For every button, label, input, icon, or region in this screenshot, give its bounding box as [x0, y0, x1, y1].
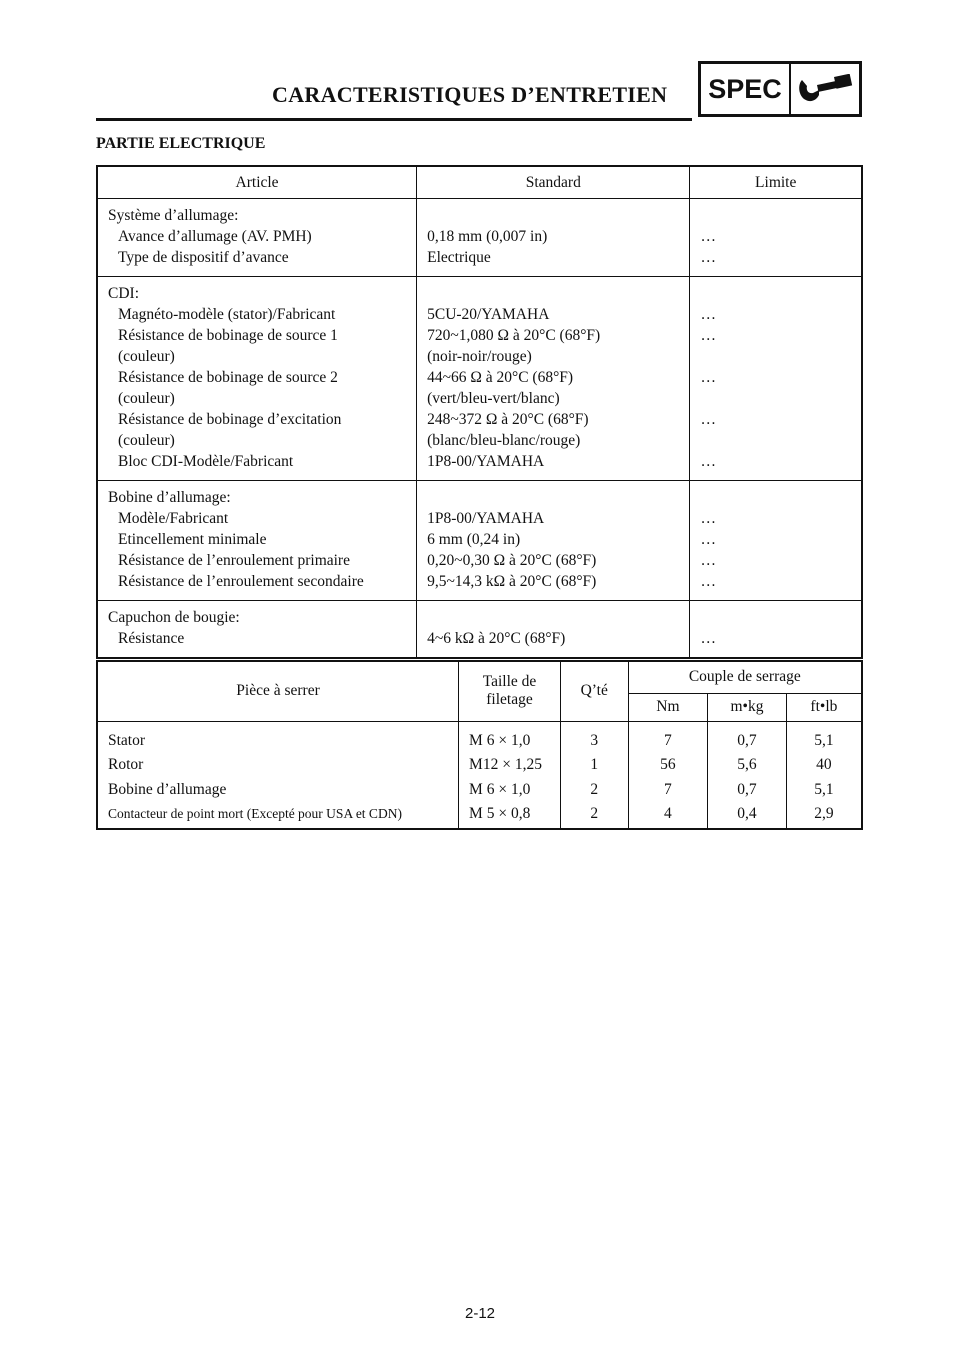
table-row [97, 721, 862, 753]
nm-cell: 7 [628, 778, 708, 803]
ftlb-cell: 2,9 [786, 802, 862, 829]
spec-table [96, 165, 863, 659]
spec-group [97, 481, 862, 601]
spec-group [97, 601, 862, 659]
page-number: 2-12 [464, 1305, 496, 1322]
thread-cell: M12 × 1,25 [459, 753, 561, 778]
header-thread [459, 661, 561, 721]
spec-group [97, 277, 862, 481]
limit-value [700, 346, 861, 367]
article-label: Bloc CDI-Modèle/Fabricant [118, 453, 294, 470]
page-title: CARACTERISTIQUES D’ENTRETIEN [272, 82, 668, 107]
standard-cell [417, 277, 690, 481]
article-cell [97, 277, 417, 481]
article-label: (couleur) [118, 348, 175, 365]
group-title: CDI: [108, 285, 139, 302]
standard-value: 44~66 Ω à 20°C (68°F) [427, 369, 574, 386]
standard-value: 1P8-00/YAMAHA [427, 453, 545, 470]
standard-value: Electrique [427, 249, 491, 266]
limit-value: … [700, 327, 716, 344]
header-standard: Standard [417, 166, 690, 199]
header-limit: Limite [690, 166, 862, 199]
thread-cell: M 6 × 1,0 [459, 721, 561, 753]
spec-badge-label: SPEC [701, 64, 791, 114]
standard-value: (vert/bleu-vert/blanc) [427, 390, 560, 407]
article-label: Résistance de bobinage de source 2 [118, 369, 338, 386]
standard-value: 9,5~14,3 kΩ à 20°C (68°F) [427, 573, 597, 590]
limit-value [700, 430, 861, 451]
standard-value: 6 mm (0,24 in) [427, 531, 521, 548]
article-cell [97, 601, 417, 659]
mkg-cell: 0,7 [708, 778, 787, 803]
qty-cell: 2 [560, 802, 628, 829]
article-label: (couleur) [118, 432, 175, 449]
standard-cell [417, 199, 690, 277]
section-title: PARTIE ELECTRIQUE [96, 135, 266, 152]
limit-cell [690, 199, 862, 277]
torque-header-row [97, 661, 862, 693]
wrench-icon [791, 64, 859, 114]
part-cell: Rotor [97, 753, 459, 778]
thread-cell: M 6 × 1,0 [459, 778, 561, 803]
qty-cell: 1 [560, 753, 628, 778]
standard-value: 0,18 mm (0,007 in) [427, 228, 548, 245]
header-qty: Q’té [560, 661, 628, 721]
article-label: Résistance de l’enroulement secondaire [118, 573, 364, 590]
limit-value: … [700, 306, 716, 323]
header-part: Pièce à serrer [97, 661, 459, 721]
ftlb-cell: 40 [786, 753, 862, 778]
qty-cell: 2 [560, 778, 628, 803]
header-ftlb: ft•lb [786, 693, 862, 721]
limit-value: … [700, 552, 716, 569]
limit-cell [690, 277, 862, 481]
standard-value: 4~6 kΩ à 20°C (68°F) [427, 630, 566, 647]
limit-value: … [700, 249, 716, 266]
limit-value: … [700, 531, 716, 548]
limit-value: … [700, 228, 716, 245]
standard-value: (blanc/bleu-blanc/rouge) [427, 432, 581, 449]
article-label: Modèle/Fabricant [118, 510, 229, 527]
limit-value: … [700, 573, 716, 590]
article-label: Magnéto-modèle (stator)/Fabricant [118, 306, 336, 323]
part-cell: Bobine d’allumage [97, 778, 459, 803]
article-label: Résistance de bobinage d’excitation [118, 411, 342, 428]
group-title: Bobine d’allumage: [108, 489, 231, 506]
qty-cell: 3 [560, 721, 628, 753]
ftlb-cell: 5,1 [786, 721, 862, 753]
table-row [97, 753, 862, 778]
standard-value: 1P8-00/YAMAHA [427, 510, 545, 527]
nm-cell: 7 [628, 721, 708, 753]
part-cell: Contacteur de point mort (Excepté pour USA et CDN) [97, 802, 459, 829]
standard-value: 5CU-20/YAMAHA [427, 306, 550, 323]
mkg-cell: 0,4 [708, 802, 787, 829]
standard-cell [417, 601, 690, 659]
article-label: Avance d’allumage (AV. PMH) [118, 228, 312, 245]
article-cell [97, 481, 417, 601]
limit-value: … [700, 510, 716, 527]
nm-cell: 4 [628, 802, 708, 829]
group-title: Capuchon de bougie: [108, 609, 240, 626]
standard-value: (noir-noir/rouge) [427, 348, 532, 365]
standard-value: 720~1,080 Ω à 20°C (68°F) [427, 327, 601, 344]
header-mkg: m•kg [708, 693, 787, 721]
header-thread-line1: Taille de [482, 673, 537, 691]
limit-value [700, 388, 861, 409]
article-label: Résistance [118, 630, 185, 647]
mkg-cell: 5,6 [708, 753, 787, 778]
limit-cell [690, 481, 862, 601]
thread-cell: M 5 × 0,8 [459, 802, 561, 829]
standard-value: 248~372 Ω à 20°C (68°F) [427, 411, 589, 428]
article-label: (couleur) [118, 390, 175, 407]
header-torque: Couple de serrage [628, 661, 862, 693]
article-label: Résistance de l’enroulement primaire [118, 552, 350, 569]
limit-value: … [700, 369, 716, 386]
article-label: Résistance de bobinage de source 1 [118, 327, 338, 344]
spec-table-header [97, 166, 862, 199]
torque-table [96, 660, 863, 830]
group-title: Système d’allumage: [108, 207, 239, 224]
limit-cell [690, 601, 862, 659]
standard-value: 0,20~0,30 Ω à 20°C (68°F) [427, 552, 597, 569]
part-cell: Stator [97, 721, 459, 753]
header-rule [96, 118, 692, 121]
nm-cell: 56 [628, 753, 708, 778]
table-row [97, 802, 862, 829]
spec-group [97, 199, 862, 277]
header-thread-line2: filetage [486, 691, 533, 709]
header-article: Article [97, 166, 417, 199]
limit-value: … [700, 453, 716, 470]
table-row [97, 778, 862, 803]
spec-badge [698, 61, 862, 117]
article-label: Type de dispositif d’avance [118, 249, 289, 266]
standard-cell [417, 481, 690, 601]
ftlb-cell: 5,1 [786, 778, 862, 803]
limit-value: … [700, 630, 716, 647]
article-label: Etincellement minimale [118, 531, 267, 548]
header-nm: Nm [628, 693, 708, 721]
limit-value: … [700, 411, 716, 428]
article-cell [97, 199, 417, 277]
mkg-cell: 0,7 [708, 721, 787, 753]
